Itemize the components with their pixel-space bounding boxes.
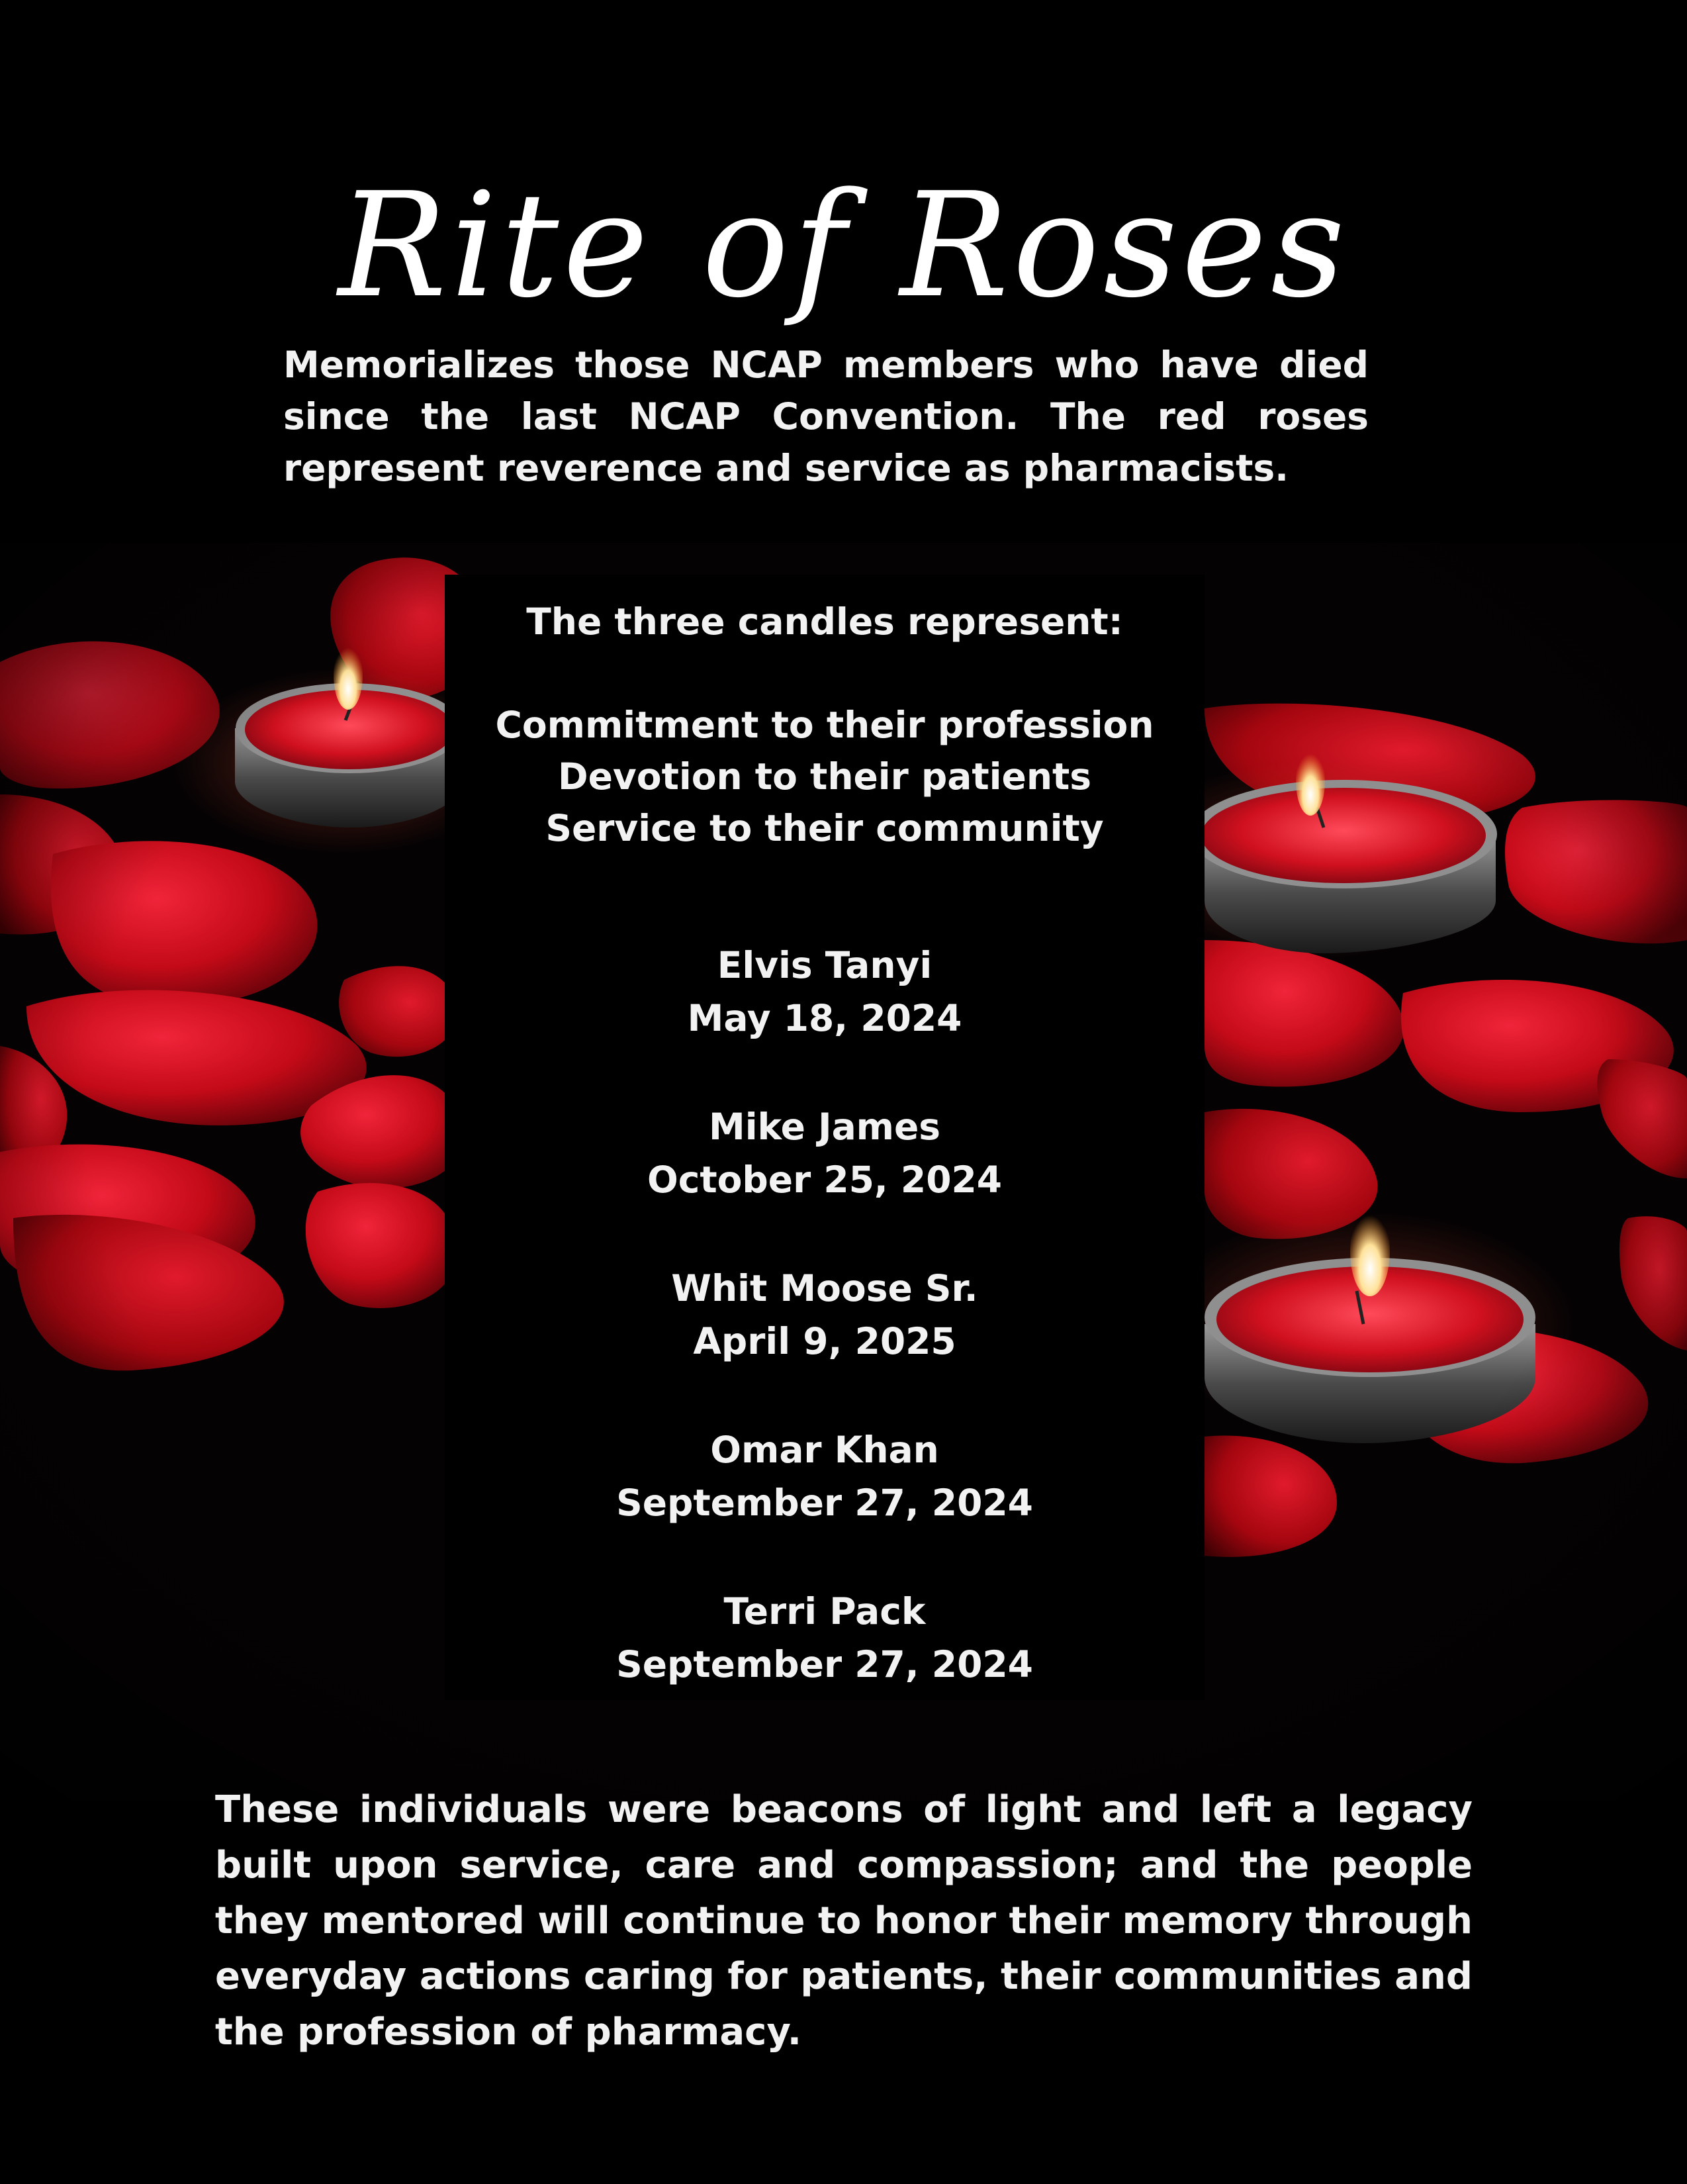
page-title: Rite of Roses xyxy=(338,162,1349,330)
memorial-entry xyxy=(445,939,1205,1045)
memorial-list xyxy=(445,939,1205,1746)
memorial-name: Whit Moose Sr. xyxy=(671,1267,978,1309)
memorial-date: September 27, 2024 xyxy=(616,1643,1033,1685)
candles-section xyxy=(445,596,1205,854)
memorial-entry xyxy=(445,1262,1205,1368)
candle-meaning-devotion: Devotion to their patients xyxy=(557,755,1092,798)
memorial-date: May 18, 2024 xyxy=(687,997,962,1039)
memorial-name: Terri Pack xyxy=(723,1590,926,1633)
memorial-date: September 27, 2024 xyxy=(616,1482,1033,1524)
candle-meaning-service: Service to their community xyxy=(545,807,1104,849)
candles-heading: The three candles represent: xyxy=(526,600,1123,643)
intro-paragraph: Memorializes those NCAP members who have died since the last NCAP Convention. The red roses represent reverence and service as pharmacists. xyxy=(283,344,1369,489)
memorial-entry xyxy=(445,1100,1205,1206)
candle-meaning-commitment: Commitment to their profession xyxy=(495,704,1154,746)
memorial-date: October 25, 2024 xyxy=(647,1159,1003,1201)
memorial-entry xyxy=(445,1423,1205,1529)
memorial-date: April 9, 2025 xyxy=(693,1320,956,1362)
memorial-name: Mike James xyxy=(708,1106,941,1148)
closing-paragraph: These individuals were beacons of light and left a legacy built upon service, care and compassion; and the people they mentored will continue to honor their memory through everyday actions caring for patients, their communities and the profession of pharmacy. xyxy=(215,1788,1473,2054)
memorial-entry xyxy=(445,1585,1205,1691)
memorial-name: Elvis Tanyi xyxy=(717,944,933,986)
memorial-name: Omar Khan xyxy=(710,1429,939,1471)
